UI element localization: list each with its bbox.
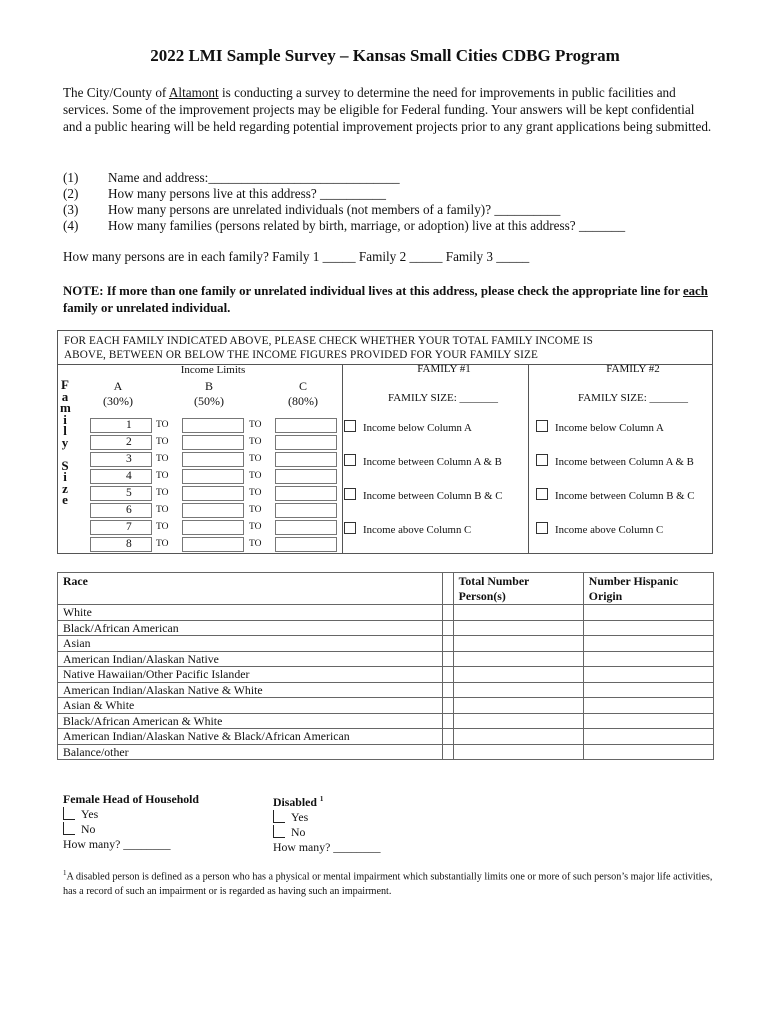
row-num: 5 bbox=[126, 487, 132, 499]
spacer-cell bbox=[442, 620, 453, 636]
checkbox-icon bbox=[536, 522, 548, 534]
checkbox-icon bbox=[273, 825, 285, 838]
spacer-cell bbox=[442, 698, 453, 714]
total-input[interactable] bbox=[453, 713, 583, 729]
page-title: 2022 LMI Sample Survey – Kansas Small Cities CDBG Program bbox=[150, 46, 620, 65]
hispanic-input[interactable] bbox=[583, 636, 713, 652]
row-num: 7 bbox=[126, 521, 132, 533]
table-row bbox=[58, 667, 714, 683]
checkbox-icon bbox=[344, 488, 356, 500]
hispanic-input[interactable] bbox=[583, 605, 713, 621]
total-input[interactable] bbox=[453, 698, 583, 714]
to-label: TO bbox=[249, 471, 262, 481]
spacer-cell bbox=[442, 713, 453, 729]
race-label: Black/African American bbox=[58, 620, 443, 636]
checkbox-icon bbox=[536, 454, 548, 466]
table-row bbox=[58, 729, 714, 745]
income-limit-cell[interactable] bbox=[275, 469, 337, 484]
family2-size[interactable]: FAMILY SIZE: _______ bbox=[577, 392, 689, 404]
disabled-yes[interactable]: Yes bbox=[273, 810, 380, 825]
income-limit-cell[interactable] bbox=[90, 469, 152, 484]
row-num: 3 bbox=[126, 453, 132, 465]
income-limit-cell[interactable] bbox=[90, 520, 152, 535]
income-limit-cell[interactable] bbox=[275, 452, 337, 467]
female-head-how-many[interactable]: How many? ________ bbox=[63, 837, 171, 851]
family2-header: FAMILY #2 bbox=[606, 363, 660, 375]
hispanic-input[interactable] bbox=[583, 651, 713, 667]
question-2[interactable]: (2) How many persons live at this address? __________ bbox=[63, 186, 386, 201]
to-label: TO bbox=[156, 437, 169, 447]
checkbox-icon bbox=[344, 420, 356, 432]
race-label: Balance/other bbox=[58, 744, 443, 760]
checkbox-icon bbox=[536, 488, 548, 500]
total-input[interactable] bbox=[453, 667, 583, 683]
female-head-yes[interactable]: Yes bbox=[63, 807, 199, 822]
to-label: TO bbox=[249, 488, 262, 498]
f2-option-b-c[interactable]: Income between Column B & C bbox=[536, 488, 694, 502]
income-limit-cell[interactable] bbox=[90, 435, 152, 450]
table-row bbox=[58, 682, 714, 698]
total-input[interactable] bbox=[453, 605, 583, 621]
income-limit-cell[interactable] bbox=[90, 452, 152, 467]
disabled-no[interactable]: No bbox=[273, 825, 380, 840]
total-input[interactable] bbox=[453, 682, 583, 698]
female-head-no[interactable]: No bbox=[63, 822, 199, 837]
income-limit-cell[interactable] bbox=[275, 520, 337, 535]
hispanic-input[interactable] bbox=[583, 713, 713, 729]
income-instructions: FOR EACH FAMILY INDICATED ABOVE, PLEASE CHECK WHETHER YOUR TOTAL FAMILY INCOME IS ABOVE, BETWEEN OR BELOW THE INCOME FIGURES PROVIDED FOR YOUR FAMILY SIZE bbox=[64, 335, 594, 361]
race-label: Asian & White bbox=[58, 698, 443, 714]
to-label: TO bbox=[156, 505, 169, 515]
table-row bbox=[58, 620, 714, 636]
income-limit-cell[interactable] bbox=[182, 418, 244, 433]
to-label: TO bbox=[249, 522, 262, 532]
female-head-section: Female Head of Household Yes No How many? ________ bbox=[63, 792, 199, 851]
checkbox-icon bbox=[536, 420, 548, 432]
f1-option-below-a[interactable]: Income below Column A bbox=[344, 420, 472, 434]
row-num: 1 bbox=[126, 419, 132, 431]
family1-header: FAMILY #1 bbox=[417, 363, 471, 375]
hispanic-input[interactable] bbox=[583, 744, 713, 760]
income-limit-cell[interactable] bbox=[275, 435, 337, 450]
to-label: TO bbox=[156, 471, 169, 481]
total-input[interactable] bbox=[453, 636, 583, 652]
income-limit-cell[interactable] bbox=[182, 520, 244, 535]
question-3[interactable]: (3) How many persons are unrelated individuals (not members of a family)? __________ bbox=[63, 202, 561, 217]
to-label: TO bbox=[249, 505, 262, 515]
footnote: $^1$A disabled person is defined as a person who has a physical or mental impairment which substantially limits one or more of such person’s major life activities, has a record of such an impairment or is regarded as having such an impairment. bbox=[63, 869, 713, 898]
spacer-cell bbox=[442, 729, 453, 745]
city-name: Altamont bbox=[168, 85, 219, 100]
to-label: TO bbox=[156, 420, 169, 430]
income-limit-cell[interactable] bbox=[90, 486, 152, 501]
to-label: TO bbox=[249, 437, 262, 447]
f2-option-below-a[interactable]: Income below Column A bbox=[536, 420, 664, 434]
family1-size[interactable]: FAMILY SIZE: _______ bbox=[387, 392, 499, 404]
hispanic-input[interactable] bbox=[583, 729, 713, 745]
checkbox-icon bbox=[344, 522, 356, 534]
to-label: TO bbox=[249, 454, 262, 464]
income-limit-cell[interactable] bbox=[275, 537, 337, 552]
family-size-vertical: F a m i l y S i z e bbox=[60, 377, 71, 507]
to-label: TO bbox=[156, 522, 169, 532]
disabled-section: Disabled $^1$ Yes No How many? ________ bbox=[273, 794, 381, 854]
total-input[interactable] bbox=[453, 744, 583, 760]
total-header: Total Number Person(s) bbox=[453, 573, 583, 605]
race-label: American Indian/Alaskan Native & White bbox=[58, 682, 443, 698]
hispanic-input[interactable] bbox=[583, 620, 713, 636]
hispanic-input[interactable] bbox=[583, 667, 713, 683]
f1-option-b-c[interactable]: Income between Column B & C bbox=[344, 488, 502, 502]
col-b-header: B (50%) bbox=[194, 379, 224, 408]
race-label: Asian bbox=[58, 636, 443, 652]
total-input[interactable] bbox=[453, 651, 583, 667]
f1-option-above-c[interactable]: Income above Column C bbox=[344, 522, 471, 536]
income-limit-cell[interactable] bbox=[275, 503, 337, 518]
total-input[interactable] bbox=[453, 729, 583, 745]
f1-option-a-b[interactable]: Income between Column A & B bbox=[344, 454, 502, 468]
income-limit-cell[interactable] bbox=[182, 452, 244, 467]
spacer-cell bbox=[442, 744, 453, 760]
to-label: TO bbox=[156, 539, 169, 549]
checkbox-icon bbox=[63, 807, 75, 820]
income-limit-cell[interactable] bbox=[90, 503, 152, 518]
row-num: 2 bbox=[126, 436, 132, 448]
race-label: Black/African American & White bbox=[58, 713, 443, 729]
question-4[interactable]: (4) How many families (persons related by birth, marriage, or adoption) live at this address? _______ bbox=[63, 218, 626, 233]
income-limit-cell[interactable] bbox=[182, 537, 244, 552]
row-num: 4 bbox=[126, 470, 132, 482]
checkbox-icon bbox=[273, 810, 285, 823]
to-label: TO bbox=[249, 420, 262, 430]
table-row bbox=[58, 744, 714, 760]
total-input[interactable] bbox=[453, 620, 583, 636]
to-label: TO bbox=[249, 539, 262, 549]
row-num: 6 bbox=[126, 504, 132, 516]
checkbox-icon bbox=[63, 822, 75, 835]
note: NOTE: If more than one family or unrelated individual lives at this address, please check the appropriate line for each family or unrelated individual. bbox=[63, 284, 708, 315]
income-limit-cell[interactable] bbox=[275, 486, 337, 501]
race-label: American Indian/Alaskan Native bbox=[58, 651, 443, 667]
hispanic-input[interactable] bbox=[583, 698, 713, 714]
to-label: TO bbox=[156, 454, 169, 464]
race-header: Race bbox=[58, 573, 443, 605]
col-c-header: C (80%) bbox=[288, 379, 318, 408]
table-row bbox=[58, 605, 714, 621]
income-limit-cell[interactable] bbox=[182, 469, 244, 484]
checkbox-icon bbox=[344, 454, 356, 466]
spacer-cell bbox=[442, 636, 453, 652]
hispanic-header: Number Hispanic Origin bbox=[583, 573, 713, 605]
income-limit-cell[interactable] bbox=[90, 418, 152, 433]
f2-option-above-c[interactable]: Income above Column C bbox=[536, 522, 663, 536]
table-row bbox=[58, 636, 714, 652]
table-row bbox=[58, 651, 714, 667]
income-limit-cell[interactable] bbox=[90, 537, 152, 552]
row-num: 8 bbox=[126, 538, 132, 550]
spacer-cell bbox=[442, 682, 453, 698]
income-limit-cell[interactable] bbox=[182, 486, 244, 501]
family-persons-line[interactable]: How many persons are in each family? Family 1 _____ Family 2 _____ Family 3 _____ bbox=[63, 249, 530, 264]
income-limit-cell[interactable] bbox=[182, 435, 244, 450]
question-1[interactable]: (1) Name and address:_____________________________ bbox=[63, 170, 400, 185]
race-label: White bbox=[58, 605, 443, 621]
income-limits-label: Income Limits bbox=[180, 364, 246, 376]
spacer-cell bbox=[442, 667, 453, 683]
income-limits-box bbox=[57, 330, 713, 554]
disabled-how-many[interactable]: How many? ________ bbox=[273, 839, 381, 854]
hispanic-input[interactable] bbox=[583, 682, 713, 698]
race-label: American Indian/Alaskan Native & Black/African American bbox=[58, 729, 443, 745]
race-label: Native Hawaiian/Other Pacific Islander bbox=[58, 667, 443, 683]
income-limit-cell[interactable] bbox=[275, 418, 337, 433]
spacer-cell bbox=[442, 605, 453, 621]
to-label: TO bbox=[156, 488, 169, 498]
table-row bbox=[58, 713, 714, 729]
f2-option-a-b[interactable]: Income between Column A & B bbox=[536, 454, 694, 468]
intro-paragraph: The City/County of Altamont is conducting a survey to determine the need for improvements in public facilities and services. Some of the improvement projects may be eligible for Federal funding. Your answers will be kept confidential and a public hearing will be held regarding potential improvement projects prior to any grant applications being submitted. bbox=[63, 85, 712, 134]
table-row bbox=[58, 698, 714, 714]
race-table bbox=[57, 572, 714, 760]
income-limit-cell[interactable] bbox=[182, 503, 244, 518]
spacer-cell bbox=[442, 651, 453, 667]
col-a-header: A (30%) bbox=[103, 379, 133, 408]
